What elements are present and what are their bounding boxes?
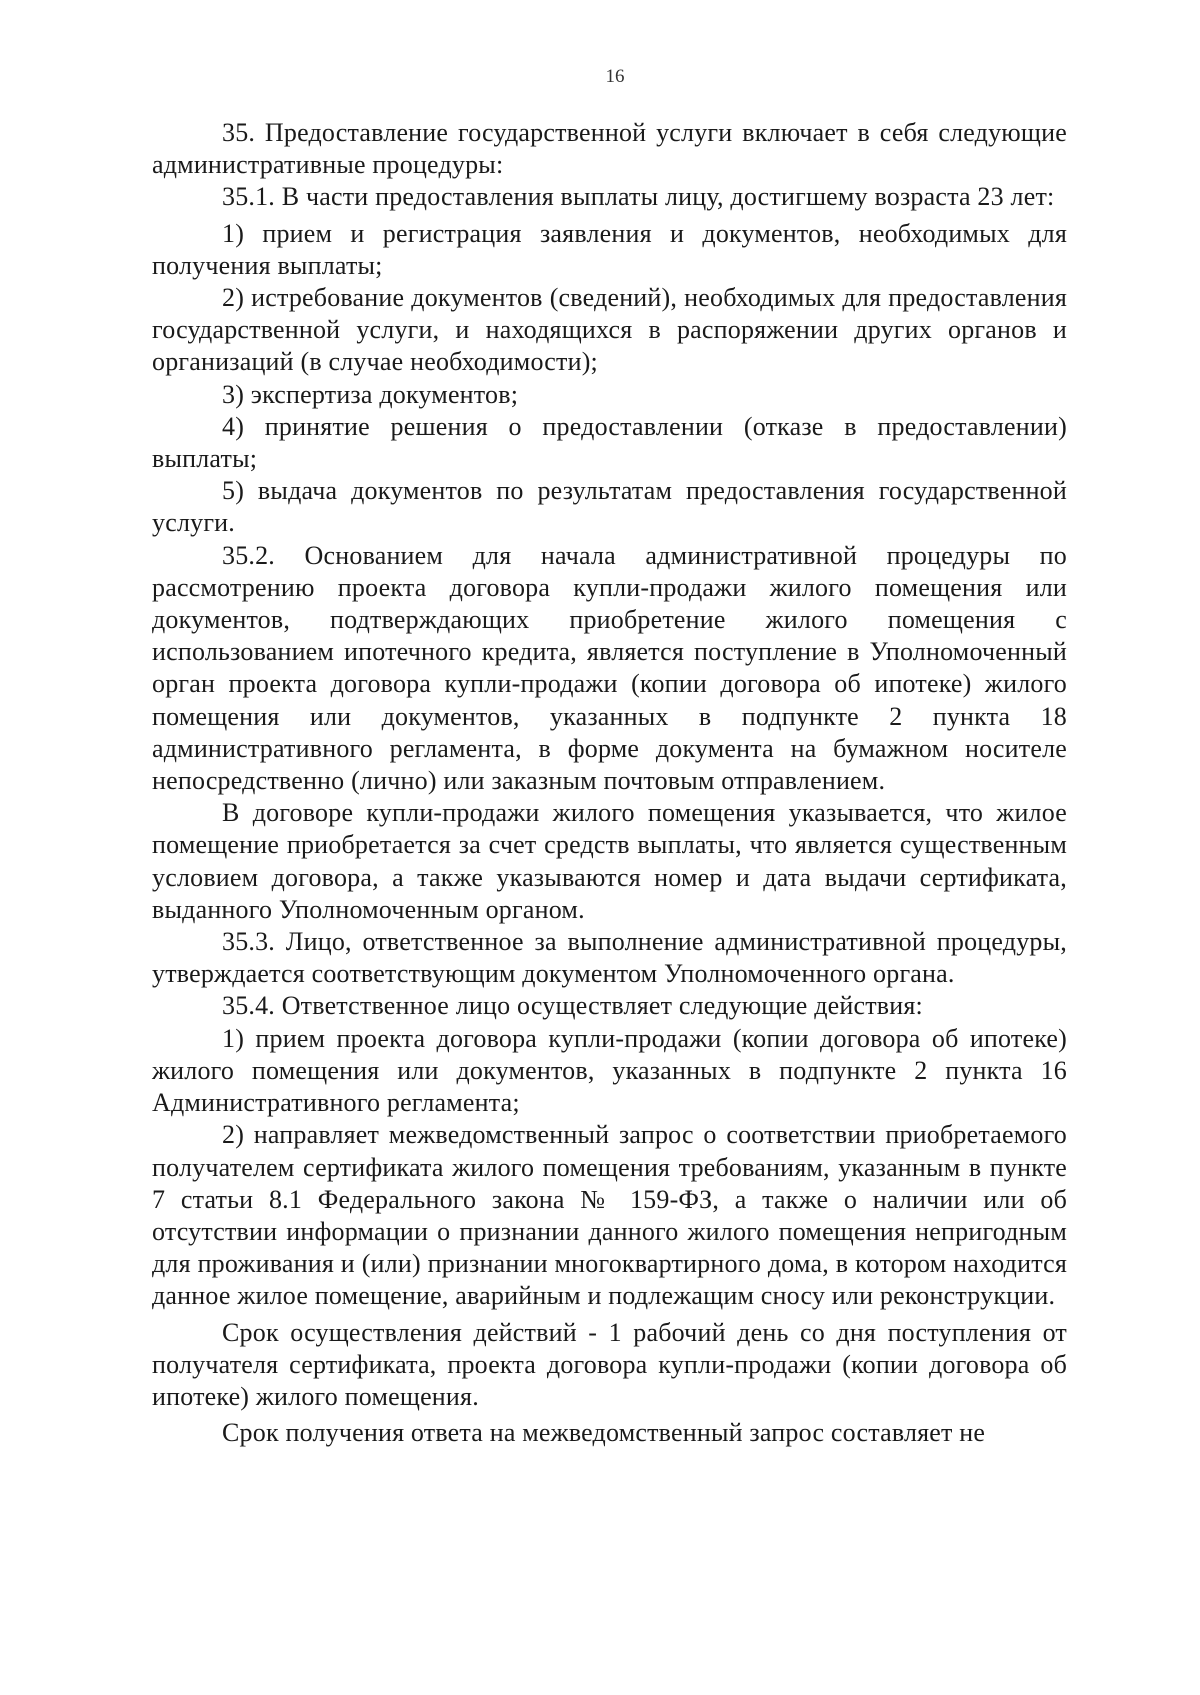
paragraph-35: 35. Предоставление государственной услуги включает в себя следующие административные процедуры: xyxy=(152,118,1067,180)
paragraph-response-term: Срок получения ответа на межведомственный запрос составляет не xyxy=(222,1418,986,1448)
action-item-1: 1) прием проекта договора купли-продажи (копии договора об ипотеке) жилого помещения или документов, указанных в подпункте 2 пункта 16 Административного регламента; xyxy=(152,1023,1067,1118)
list-item-3: 3) экспертиза документов; xyxy=(222,379,519,409)
document-body xyxy=(152,117,1067,1449)
paragraph-35-2: 35.2. Основанием для начала административной процедуры по рассмотрению проекта договора купли-продажи жилого помещения или документов, подтверждающих приобретение жилого помещения с использованием ипотечного кредита, является поступление в Уполномоченный орган проекта договора купли-продажи (копии договора об ипотеке) жилого помещения или документов, указанных в подпункте 2 пункта 18 административного регламента, в форме документа на бумажном носителе непосредственно (лично) или заказным почтовым отправлением. xyxy=(152,540,1067,796)
list-item-2: 2) истребование документов (сведений), необходимых для предоставления государственной услуги, и находящихся в распоряжении других органов и организаций (в случае необходимости); xyxy=(152,283,1067,377)
paragraph-35-3: 35.3. Лицо, ответственное за выполнение административной процедуры, утверждается соответствующим документом Уполномоченного органа. xyxy=(152,927,1067,989)
list-item-4: 4) принятие решения о предоставлении (отказе в предоставлении) выплаты; xyxy=(152,411,1067,474)
list-item-5: 5) выдача документов по результатам предоставления государственной услуги. xyxy=(152,476,1067,538)
paragraph-contract-note: В договоре купли-продажи жилого помещения указывается, что жилое помещение приобретается за счет средств выплаты, что является существенным условием договора, а также указываются номер и дата выдачи сертификата, выданного Уполномоченным органом. xyxy=(152,798,1067,924)
paragraph-35-1: 35.1. В части предоставления выплаты лицу, достигшему возраста 23 лет: xyxy=(222,182,1055,212)
paragraph-term: Срок осуществления действий - 1 рабочий день со дня поступления от получателя сертификата, проекта договора купли-продажи (копии договора об ипотеке) жилого помещения. xyxy=(152,1317,1067,1411)
list-item-1: 1) прием и регистрация заявления и документов, необходимых для получения выплаты; xyxy=(152,218,1067,280)
paragraph-35-4: 35.4. Ответственное лицо осуществляет следующие действия: xyxy=(222,991,923,1021)
action-item-2: 2) направляет межведомственный запрос о соответствии приобретаемого получателем сертификата жилого помещения требованиям, указанным в пункте 7 статьи 8.1 Федерального закона № 159-ФЗ, а также о наличии или об отсутствии информации о признании данного жилого помещения непригодным для проживания и (или) признании многоквартирного дома, в котором находится данное жилое помещение, аварийным и подлежащим сносу или реконструкции. xyxy=(152,1120,1067,1311)
page-number: 16 xyxy=(605,66,625,87)
